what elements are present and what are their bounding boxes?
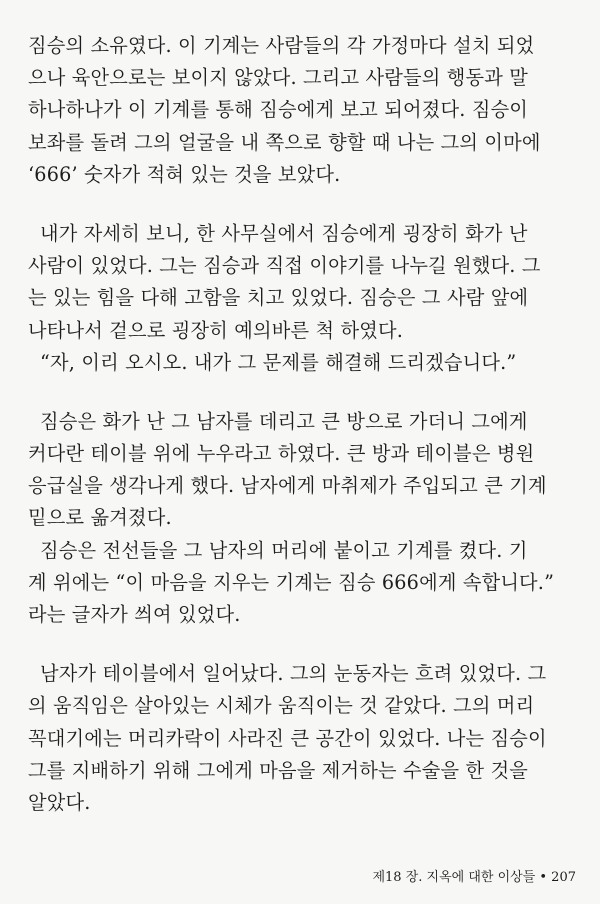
text-line: 짐승은 전선들을 그 남자의 머리에 붙이고 기계를 켰다. 기 xyxy=(40,538,528,562)
text-line: 응급실을 생각나게 했다. 남자에게 마취제가 주입되고 큰 기계 xyxy=(28,474,547,498)
text-line: 남자가 테이블에서 일어났다. 그의 눈동자는 흐려 있었다. 그 xyxy=(40,662,547,686)
paragraph-3 xyxy=(28,406,576,631)
text-line: ‘666’ 숫자가 적혀 있는 것을 보았다. xyxy=(28,162,341,186)
text-line: 하나하나가 이 기계를 통해 짐승에게 보고 되어졌다. 짐승이 xyxy=(28,98,529,122)
text-line: 알았다. xyxy=(28,790,91,814)
text-line: 내가 자세히 보니, 한 사무실에서 짐승에게 굉장히 화가 난 xyxy=(40,221,528,245)
paragraph-4 xyxy=(28,658,576,819)
text-line: 짐승은 화가 난 그 남자를 데리고 큰 방으로 가더니 그에게 xyxy=(40,409,528,433)
text-line: 밑으로 옮겨졌다. xyxy=(28,506,172,530)
text-line: 꼭대기에는 머리카락이 사라진 큰 공간이 있었다. 나는 짐승이 xyxy=(28,726,547,750)
text-line: 나타나서 겉으로 굉장히 예의바른 척 하였다. xyxy=(28,318,404,342)
text-line: 그를 지배하기 위해 그에게 마음을 제거하는 수술을 한 것을 xyxy=(28,758,529,782)
page-body xyxy=(28,30,576,846)
text-line: “자, 이리 오시오. 내가 그 문제를 해결해 드리겠습니다.” xyxy=(40,350,517,374)
text-line: 커다란 테이블 위에 누우라고 하였다. 큰 방과 테이블은 병원 xyxy=(28,442,535,466)
text-line: 보좌를 돌려 그의 얼굴을 내 쪽으로 향할 때 나는 그의 이마에 xyxy=(28,130,541,154)
text-line: 라는 글자가 씌여 있었다. xyxy=(28,603,241,626)
text-line: 는 있는 힘을 다해 고함을 치고 있었다. 짐승은 그 사람 앞에 xyxy=(28,286,529,310)
text-line: 으나 육안으로는 보이지 않았다. 그리고 사람들의 행동과 말 xyxy=(28,66,529,90)
text-line: 의 움직임은 살아있는 시체가 움직이는 것 같았다. 그의 머리 xyxy=(28,694,535,718)
paragraph-2 xyxy=(28,218,576,379)
page-footer-running-head: 제18 장. 지옥에 대한 이상들 • 207 xyxy=(372,870,576,885)
text-line: 사람이 있었다. 그는 짐승과 직접 이야기를 나누길 원했다. 그 xyxy=(28,254,541,278)
paragraph-1 xyxy=(28,30,576,191)
text-line: 계 위에는 “이 마음을 지우는 기계는 짐승 666에게 속합니다.” xyxy=(28,570,555,594)
text-line: 짐승의 소유였다. 이 기계는 사람들의 각 가정마다 설치 되었 xyxy=(28,34,535,57)
